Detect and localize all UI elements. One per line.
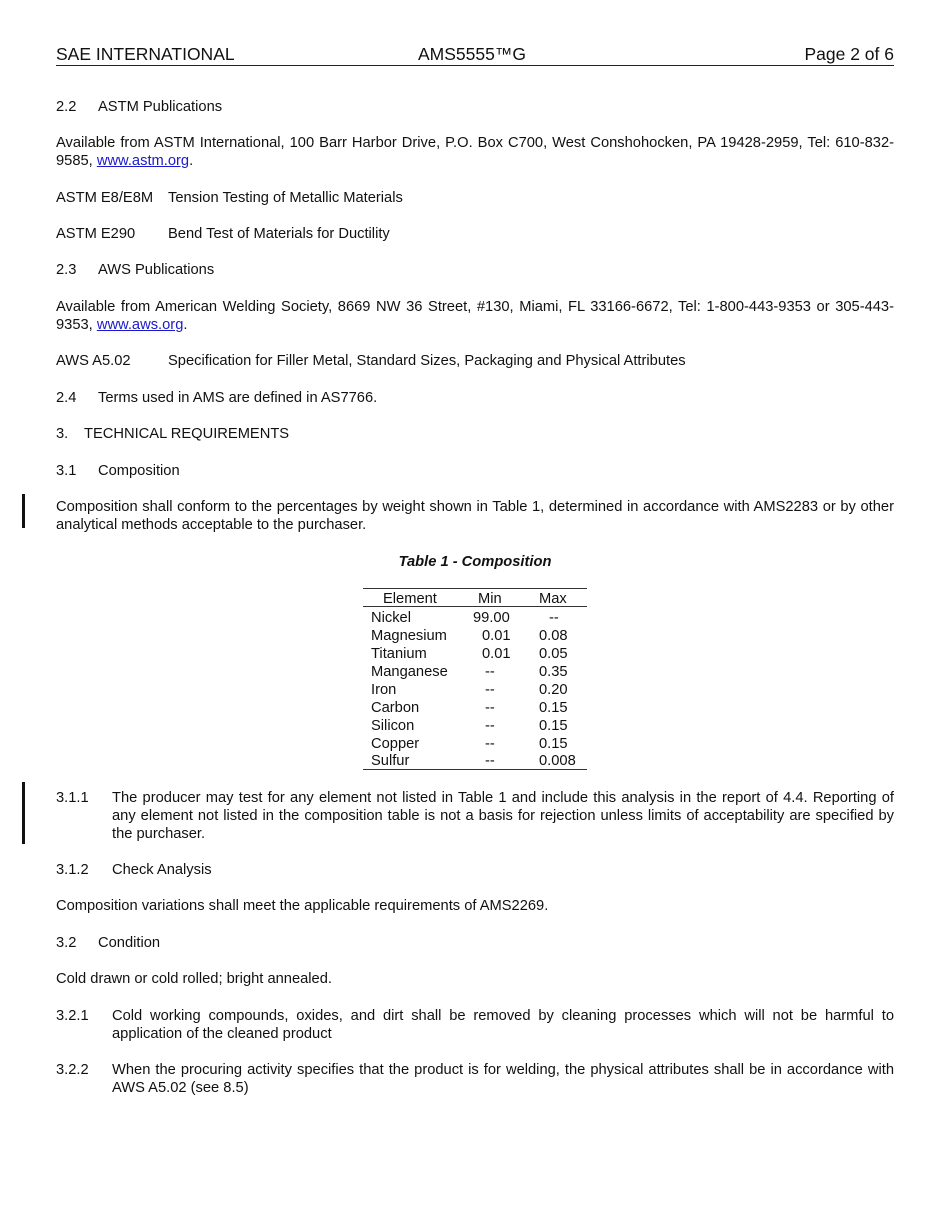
table-cell-min: -- [485,753,495,769]
header-page-number: Page 2 of 6 [804,44,894,64]
section-3-1-1-text: The producer may test for any element not listed in Table 1 and include this analysis in the report of 4.4. Reporting of any element not listed in the composition table is not a basis for rejection unless limits of acceptability are specified by the purchaser. [112,790,894,842]
section-2-4-text: Terms used in AMS are defined in AS7766. [98,390,378,406]
section-2-3-number: 2.3 [56,262,77,278]
table-cell-min: 99.00 [473,610,510,626]
table-header-rule [363,606,587,607]
table-cell-element: Carbon [371,700,420,716]
section-3-2-1-text: Cold working compounds, oxides, and dirt shall be removed by cleaning processes which will not be harmful to application of the cleaned product [112,1008,894,1042]
table-cell-min: -- [485,682,495,698]
section-3-number: 3. [56,426,69,442]
page-header [56,44,894,66]
header-document-id: AMS5555™G [418,44,526,64]
table-top-rule [363,588,587,589]
section-3-2-2-text: When the procuring activity specifies that the product is for welding, the physical attributes shall be in accordance with AWS A5.02 (see 8.5) [112,1062,894,1096]
table-1-title: Table 1 - Composition [398,554,552,570]
ref-title-astm-e290: Bend Test of Materials for Ductility [168,226,390,242]
table-cell-min: -- [485,736,495,752]
section-3-2-1-number: 3.2.1 [56,1008,89,1024]
section-3-1-text: Composition shall conform to the percentages by weight shown in Table 1, determined in accordance with AMS2283 or by other analytical methods acceptable to the purchaser. [56,499,894,533]
table-cell-min: -- [485,664,495,680]
table-cell-max: 0.08 [539,628,568,644]
table-cell-max: 0.20 [539,682,568,698]
section-3-1-2-title: Check Analysis [112,862,212,878]
table-header-max: Max [539,591,567,607]
aws-availability-text: Available from American Welding Society, 8669 NW 36 Street, #130, Miami, FL 33166-6672, Tel: 1-800-443-9353 or 305-443-9353, [56,299,894,333]
ref-code-aws-a5-02: AWS A5.02 [56,353,131,369]
table-cell-element: Sulfur [371,753,410,769]
section-2-2-title: ASTM Publications [98,99,223,115]
section-2-2-number: 2.2 [56,99,77,115]
table-cell-min: 0.01 [482,646,511,662]
revision-bar [22,782,25,844]
ref-title-aws-a5-02: Specification for Filler Metal, Standard Sizes, Packaging and Physical Attributes [168,353,686,369]
table-cell-min: 0.01 [482,628,511,644]
ref-code-astm-e8: ASTM E8/E8M [56,190,154,206]
section-2-3-availability: Available from American Welding Society, 8669 NW 36 Street, #130, Miami, FL 33166-6672, Tel: 1-800-443-9353 or 305-443-9353, www.aws.org. [56,299,894,333]
table-cell-max: -- [549,610,559,626]
table-cell-element: Titanium [371,646,427,662]
table-bottom-rule [363,769,587,770]
table-cell-element: Magnesium [371,628,447,644]
astm-availability-text: Available from ASTM International, 100 Barr Harbor Drive, P.O. Box C700, West Conshohocken, PA 19428-2959, Tel: 610-832-9585, [56,135,894,169]
table-cell-max: 0.05 [539,646,568,662]
section-2-4-number: 2.4 [56,390,77,406]
ref-code-astm-e290: ASTM E290 [56,226,136,242]
section-3-2-text: Cold drawn or cold rolled; bright annealed. [56,971,332,987]
section-3-title: TECHNICAL REQUIREMENTS [84,426,290,442]
table-header-min: Min [478,591,502,607]
section-3-1-2-text: Composition variations shall meet the applicable requirements of AMS2269. [56,898,549,914]
section-3-1-number: 3.1 [56,463,77,479]
section-3-1-title: Composition [98,463,180,479]
section-2-2-availability: Available from ASTM International, 100 Barr Harbor Drive, P.O. Box C700, West Conshohocken, PA 19428-2959, Tel: 610-832-9585, www.astm.org. [56,135,894,169]
table-cell-element: Copper [371,736,420,752]
table-cell-max: 0.35 [539,664,568,680]
revision-bar [22,494,25,528]
table-cell-min: -- [485,718,495,734]
table-cell-max: 0.008 [539,753,576,769]
section-3-1-2-number: 3.1.2 [56,862,89,878]
header-organization: SAE INTERNATIONAL [56,44,235,64]
table-header-element: Element [383,591,437,607]
table-cell-element: Silicon [371,718,415,734]
aws-website-link[interactable]: www.aws.org [96,317,184,333]
table-cell-max: 0.15 [539,700,568,716]
astm-website-link[interactable]: www.astm.org [96,153,190,169]
section-2-3-title: AWS Publications [98,262,215,278]
table-cell-max: 0.15 [539,736,568,752]
table-cell-min: -- [485,700,495,716]
table-cell-element: Iron [371,682,397,698]
table-cell-element: Nickel [371,610,411,626]
ref-title-astm-e8: Tension Testing of Metallic Materials [168,190,403,206]
section-3-2-2-number: 3.2.2 [56,1062,89,1078]
table-cell-max: 0.15 [539,718,568,734]
table-cell-element: Manganese [371,664,448,680]
section-3-2-number: 3.2 [56,935,77,951]
section-3-1-1-number: 3.1.1 [56,790,89,806]
section-3-2-title: Condition [98,935,161,951]
